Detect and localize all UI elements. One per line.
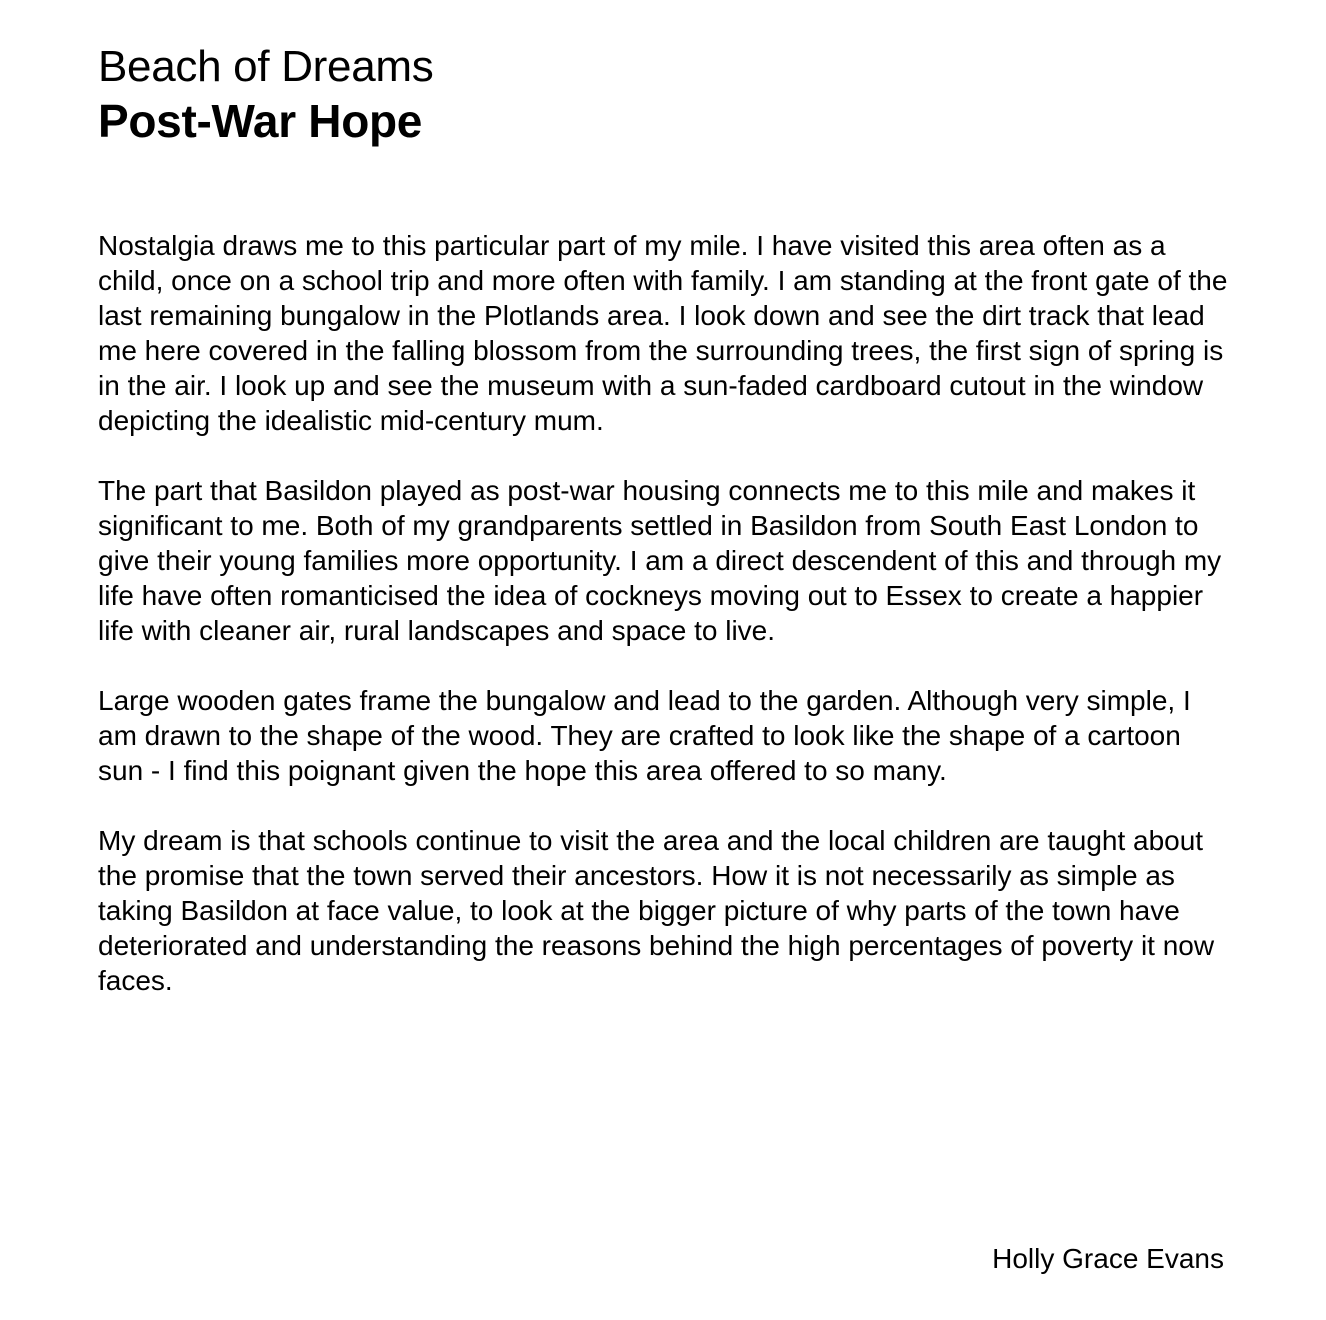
paragraph-4: My dream is that schools continue to visit the area and the local children are taught about the promise that the town served their ancestors. How it is not necessarily as simple as taking Basildon at face value, to look at the bigger picture of why parts of the town have deteriorated and understanding the reasons behind the high percentages of poverty it now faces.	[98, 825, 1215, 996]
body-text	[98, 228, 1228, 1033]
series-title: Beach of Dreams	[98, 42, 434, 91]
paragraph-3: Large wooden gates frame the bungalow and lead to the garden. Although very simple, I am drawn to the shape of the wood. They are crafted to look like the shape of a cartoon sun - I find this poignant given the hope this area offered to so many.	[98, 685, 1191, 786]
author-name: Holly Grace Evans	[992, 1243, 1224, 1274]
document-page	[98, 40, 1228, 996]
paragraph-2: The part that Basildon played as post-war housing connects me to this mile and makes it significant to me. Both of my grandparents settled in Basildon from South East London to give their young families more opportunity. I am a direct descendent of this and through my life have often romanticised the idea of cockneys moving out to Essex to create a happier life with cleaner air, rural landscapes and space to live.	[98, 475, 1222, 646]
piece-title: Post-War Hope	[98, 95, 423, 147]
paragraph-1: Nostalgia draws me to this particular part of my mile. I have visited this area often as a child, once on a school trip and more often with family. I am standing at the front gate of the last remaining bungalow in the Plotlands area. I look down and see the dirt track that lead me here covered in the falling blossom from the surrounding trees, the first sign of spring is in the air. I look up and see the museum with a sun-faded cardboard cutout in the window depicting the idealistic mid-century mum.	[98, 230, 1228, 436]
